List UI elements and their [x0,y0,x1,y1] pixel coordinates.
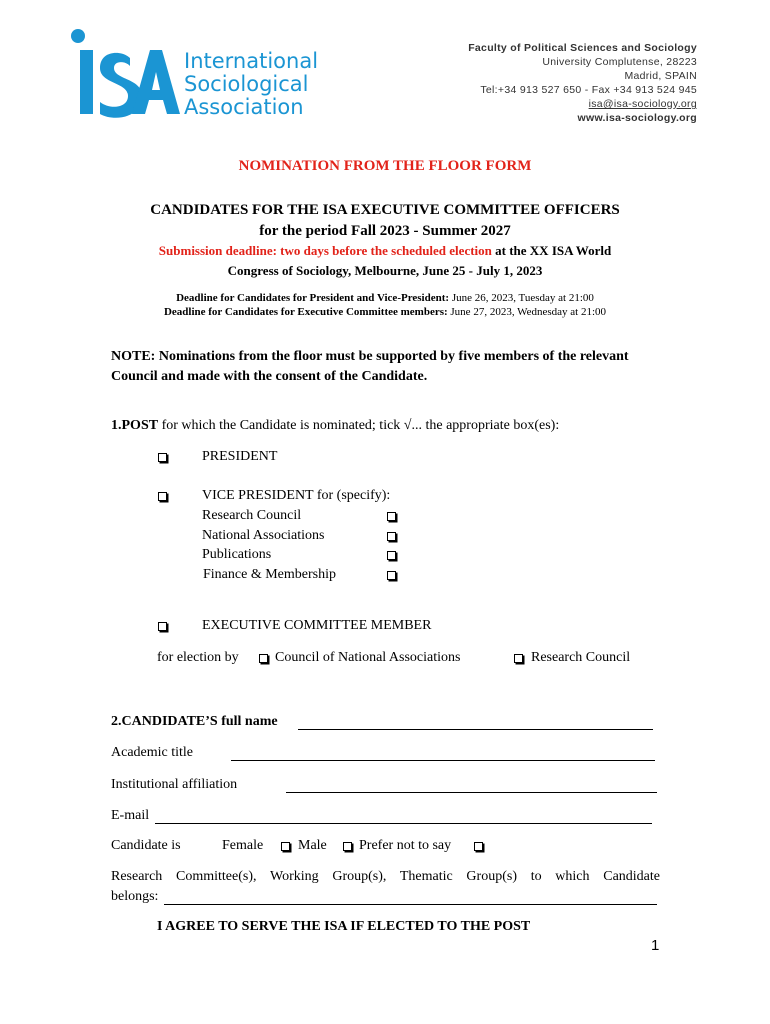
page-number: 1 [651,937,660,954]
prefer-not-label: Prefer not to say [359,838,452,853]
vp-option-research-council: Research Council [202,508,302,523]
deadline-ec-label: Deadline for Candidates for Executive Committee members: [163,306,448,318]
city-line: Madrid, SPAIN [624,70,697,82]
candidate-name-field[interactable] [298,729,653,730]
vp-finance-membership-checkbox[interactable] [387,571,396,580]
post-instructions: for which the Candidate is nominated; tick √... the appropriate box(es): [158,418,560,433]
deadline-president-value: June 26, 2023, Tuesday at 21:00 [449,292,594,304]
isa-logo-mark [70,28,180,120]
deadline-ec-value: June 27, 2023, Wednesday at 21:00 [447,306,607,318]
prefer-not-checkbox[interactable] [474,842,483,851]
academic-title-field[interactable] [231,760,655,761]
submission-deadline: Submission deadline: two days before the scheduled election [158,243,492,258]
affiliation-label: Institutional affiliation [111,777,238,792]
title-line-2: for the period Fall 2023 - Summer 2027 [259,223,511,239]
form-title: NOMINATION FROM THE FLOOR FORM [238,158,532,174]
research-groups-field[interactable] [164,904,657,905]
website-link[interactable]: www.isa-sociology.org [577,112,697,124]
ec-member-label: EXECUTIVE COMMITTEE MEMBER [202,618,432,633]
logo-word-association: Association [184,95,304,119]
note-paragraph: NOTE: Nominations from the floor must be supported by five members of the relevant Council and made with the consent of the Candidate. [111,349,629,384]
deadline-line [0,243,770,259]
election-by-label: for election by [157,650,239,665]
agreement-statement: I AGREE TO SERVE THE ISA IF ELECTED TO THE POST [157,919,531,934]
email-label: E-mail [111,808,150,823]
vp-option-publications: Publications [202,547,272,562]
faculty-line: Faculty of Political Sciences and Sociology [468,42,697,54]
male-label: Male [298,838,327,853]
logo-word-sociological: Sociological [184,72,309,96]
isa-logo [70,28,340,123]
congress-intro: at the XX ISA World [491,243,612,258]
deadline-president-label: Deadline for Candidates for President and Vice-President: [176,292,450,304]
vp-option-finance-membership: Finance & Membership [203,567,336,582]
deadline-president [0,291,770,305]
email-field[interactable] [155,823,652,824]
title-line-1: CANDIDATES FOR THE ISA EXECUTIVE COMMITTEE OFFICERS [150,202,620,218]
council-national-associations-label: Council of National Associations [275,650,461,665]
research-council-checkbox[interactable] [514,654,523,663]
president-checkbox[interactable] [158,453,167,462]
vp-option-national-associations: National Associations [202,528,325,543]
candidate-name-label: 2.CANDIDATE’S full name [111,714,278,729]
council-national-associations-checkbox[interactable] [259,654,268,663]
research-groups-line1: Research Committee(s), Working Group(s), Thematic Group(s) to which Candidate [111,869,660,884]
contact-block [468,41,697,125]
deadline-ec [0,305,770,319]
research-groups-line2: belongs: [111,889,159,904]
congress-line: Congress of Sociology, Melbourne, June 25 - July 1, 2023 [227,263,543,278]
vp-research-council-checkbox[interactable] [387,512,396,521]
male-checkbox[interactable] [343,842,352,851]
university-line: University Complutense, 28223 [542,56,697,68]
email-link[interactable]: isa@isa-sociology.org [588,98,697,110]
ec-member-checkbox[interactable] [158,622,167,631]
research-council-label: Research Council [531,650,631,665]
candidate-is-label: Candidate is [111,838,181,853]
affiliation-field[interactable] [286,792,657,793]
academic-title-label: Academic title [111,745,194,760]
vp-publications-checkbox[interactable] [387,551,396,560]
logo-word-international: International [184,49,319,73]
vice-president-label: VICE PRESIDENT for (specify): [202,488,391,503]
president-label: PRESIDENT [202,449,278,464]
vp-national-associations-checkbox[interactable] [387,532,396,541]
vice-president-checkbox[interactable] [158,492,167,501]
post-question [111,418,559,434]
female-label: Female [222,838,264,853]
post-label: 1.POST [111,418,159,433]
female-checkbox[interactable] [281,842,290,851]
phone-fax-line: Tel:+34 913 527 650 - Fax +34 913 524 945 [480,84,697,96]
